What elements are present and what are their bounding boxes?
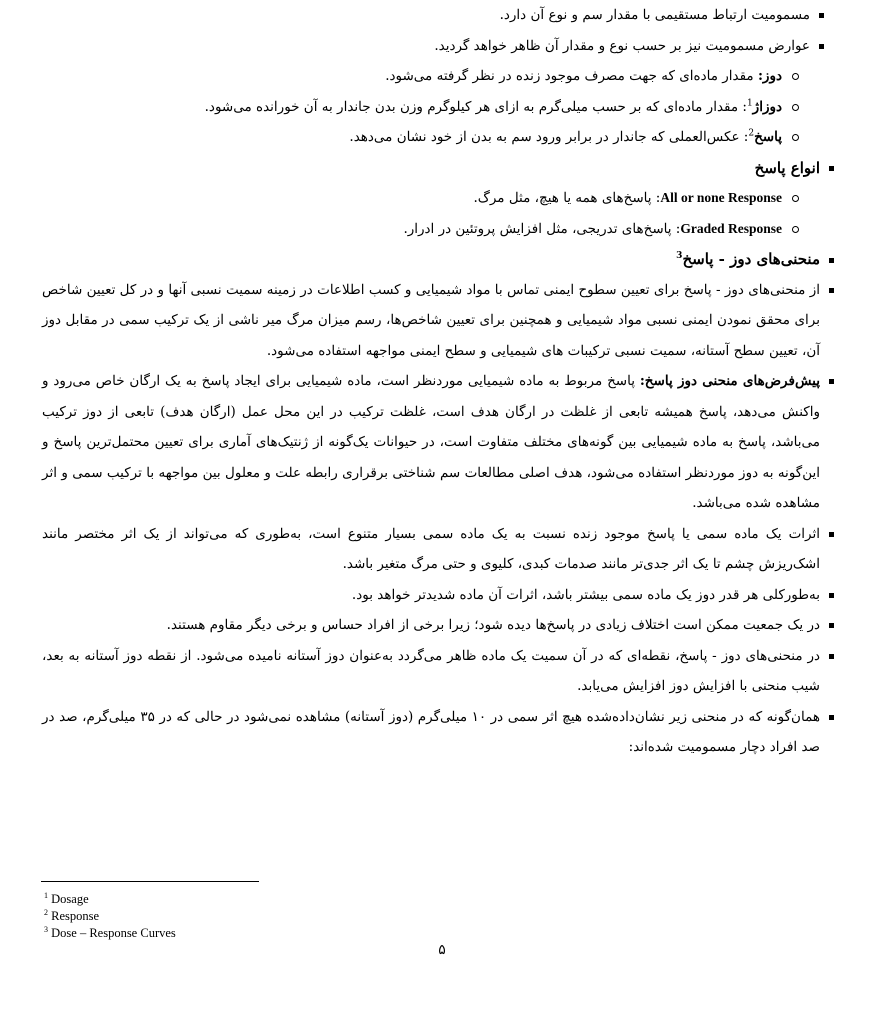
definition-text: : عکس‌العملی که جاندار در برابر ورود سم به بدن از خود نشان می‌دهد.: [349, 129, 749, 145]
paragraph: همان‌گونه که در منحنی زیر نشان‌داده‌شده هیچ اثر سمی در ۱۰ میلی‌گرم (دوز آستانه) مشاهده نمی‌شود در حالی که در ۳۵ میلی‌گرم، صد در صد افراد دچار مسمومیت شده‌اند:: [42, 702, 840, 763]
paragraph: در یک جمعیت ممکن است اختلاف زیادی در پاسخ‌ها دیده شود؛ زیرا برخی از افراد حساس و برخی دیگر مقاوم هستند.: [42, 610, 840, 641]
footnote: $^1$ Dosage: [44, 890, 89, 906]
circle-bullet-icon: [788, 122, 802, 153]
main-content: [42, 0, 840, 763]
definition-text: مقدار ماده‌ای که جهت مصرف موجود زنده در نظر گرفته می‌شود.: [385, 68, 758, 84]
footnote-ref: 2: [748, 128, 755, 139]
definition-term: دوز:: [757, 68, 782, 84]
square-bullet-icon: [824, 275, 838, 306]
circle-bullet-icon: [788, 92, 802, 123]
square-bullet-icon: [824, 702, 838, 733]
paragraph: از منحنی‌های دوز - پاسخ برای تعیین سطوح ایمنی تماس با مواد شیمیایی و کسب اطلاعات در زمینه سمیت نسبی آنها و در کل تعیین شاخص برای محقق نمودن ایمنی نسبی مواد شیمیایی و همچنین برای تعیین شاخص‌ها، رسم میزان مرگ میر ناشی از یک ترکیب سمی در مقابل دوز آن، تعیین سطح آستانه، سمیت نسبی ترکیبات های شیمیایی و سطح ایمنی مواجهه استفاده می‌شود.: [42, 275, 840, 367]
square-bullet-icon: [824, 610, 838, 641]
definition-dosage: [42, 92, 840, 123]
definition-term: پاسخ: [754, 129, 782, 145]
footnote-separator: [41, 881, 259, 882]
response-type-term: All or none Response: [660, 190, 782, 205]
circle-bullet-icon: [788, 214, 802, 245]
footnote: $^2$ Response: [44, 907, 100, 923]
definition-response: [42, 122, 840, 153]
square-bullet-icon: [824, 641, 838, 672]
page-number: ۵: [438, 942, 446, 958]
square-bullet-icon: [824, 366, 838, 397]
square-bullet-icon: [824, 519, 838, 550]
section-heading-curves: منحنی‌های دوز - پاسخ$^3$: [42, 244, 840, 275]
paragraph: پیش‌فرض‌های منحنی دوز پاسخ: پاسخ مربوط به ماده شیمیایی موردنظر است، ماده شیمیایی برای ایجاد پاسخ به یک ارگان خاص می‌رود و واکنش می‌دهد، پاسخ همیشه تابعی از غلظت در ارگان هدف است، غلظت ترکیب در این محل عمل (ارگان هدف) تابعی از دوز ترکیب می‌باشد، پاسخ به ماده شیمیایی بین گونه‌های مختلف متفاوت است، در حیوانات یک‌گونه از ژنتیک‌های آماری برای تعیین محتمل‌ترین پاسخ و این‌گونه به دوز موردنظر استفاده می‌شود، هدف اصلی مطالعات سم شناختی برقراری رابطه علت و معلول بین مواجهه با ترکیب سمی و اثر مشاهده شده می‌باشد.: [42, 366, 840, 519]
definition-text: : مقدار ماده‌ای که بر حسب میلی‌گرم به ازای هر کیلوگرم وزن بدن جاندار به آن خورانده می‌شود.: [204, 98, 747, 115]
circle-bullet-icon: [788, 61, 802, 92]
paragraph-term: پیش‌فرض‌های منحنی دوز پاسخ:: [639, 373, 820, 389]
circle-bullet-icon: [788, 183, 802, 214]
response-type-item: All or none Response: پاسخ‌های همه یا هیچ، مثل مرگ.: [42, 183, 840, 214]
footnote: $^3$ Dose – Response Curves: [44, 924, 176, 940]
square-bullet-icon: [814, 31, 828, 62]
paragraph: در منحنی‌های دوز - پاسخ، نقطه‌ای که در آن سمیت یک ماده ظاهر می‌گردد به‌عنوان دوز آستانه نامیده می‌شود. از نقطه دوز آستانه به بعد، شیب منحنی با افزایش دوز افزایش می‌یابد.: [42, 641, 840, 702]
list-item: مسمومیت ارتباط مستقیمی با مقدار سم و نوع آن دارد.: [42, 0, 840, 31]
response-type-item: Graded Response: پاسخ‌های تدریجی، مثل افزایش پروتئین در ادرار.: [42, 214, 840, 245]
paragraph: اثرات یک ماده سمی یا پاسخ موجود زنده نسبت به یک ماده سمی بسیار متنوع است، به‌طوری که می‌تواند از یک اثر مختصر مانند اشک‌ریزش چشم تا یک اثر جدی‌تر مانند صدمات کبدی، کلیوی و حتی مرگ متغیر باشد.: [42, 519, 840, 580]
paragraph: به‌طورکلی هر قدر دوز یک ماده سمی بیشتر باشد، اثرات آن ماده شدیدتر خواهد بود.: [42, 580, 840, 611]
response-type-term: Graded Response: [680, 220, 782, 236]
footnote-ref: 3: [676, 251, 683, 261]
square-bullet-icon: [814, 0, 828, 31]
square-bullet-icon: [824, 580, 838, 611]
list-item: عوارض مسمومیت نیز بر حسب نوع و مقدار آن ظاهر خواهد گردید.: [42, 31, 840, 62]
footnote-ref: 1: [746, 98, 753, 108]
footnotes: [44, 891, 176, 942]
definition-dose: [42, 61, 840, 92]
square-bullet-icon: [824, 244, 838, 275]
section-heading-response-types: انواع پاسخ: [42, 153, 840, 184]
square-bullet-icon: [824, 153, 838, 184]
definition-term: دوزاژ: [752, 98, 782, 115]
